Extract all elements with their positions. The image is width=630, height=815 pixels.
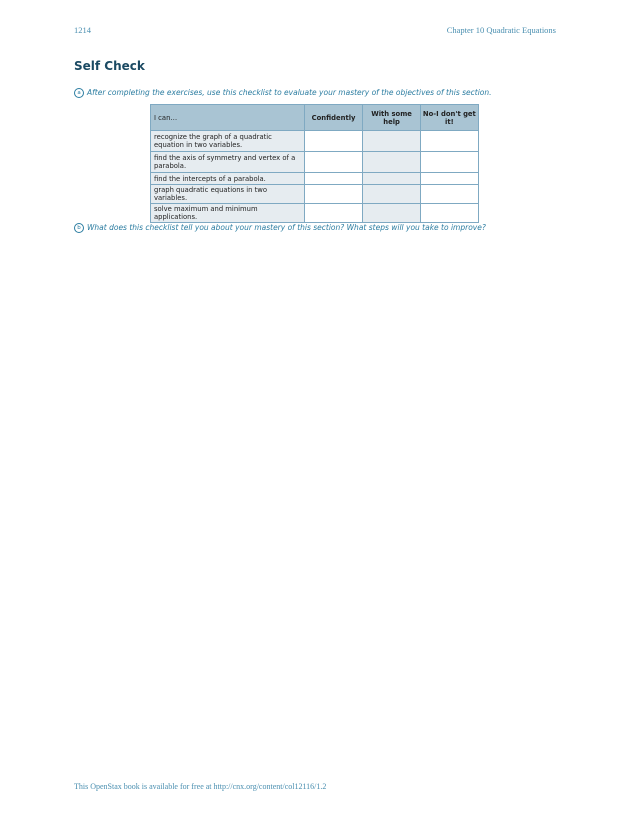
exercise-b-text: What does this checklist tell you about your mastery of this section? What steps will you take to improve? bbox=[87, 223, 486, 232]
header-with-some-help: With some help bbox=[363, 105, 420, 131]
with-some-help-cell[interactable] bbox=[363, 131, 420, 152]
with-some-help-cell[interactable] bbox=[363, 173, 420, 185]
table-row bbox=[151, 173, 479, 185]
table-row bbox=[151, 131, 479, 152]
page-footer: This OpenStax book is available for free at http://cnx.org/content/col12116/1.2 bbox=[74, 782, 327, 791]
with-some-help-cell[interactable] bbox=[363, 152, 420, 173]
exercise-b-number-icon: b bbox=[74, 223, 84, 233]
confidently-cell[interactable] bbox=[304, 173, 363, 185]
page-header bbox=[74, 25, 556, 37]
skill-cell: find the axis of symmetry and vertex of a parabola. bbox=[151, 152, 305, 173]
table-row bbox=[151, 152, 479, 173]
exercise-a-number-icon: a bbox=[74, 88, 84, 98]
confidently-cell[interactable] bbox=[304, 204, 363, 223]
header-no-i-dont-get-it: No-I don't get it! bbox=[420, 105, 478, 131]
table-row bbox=[151, 185, 479, 204]
self-check-table bbox=[150, 104, 479, 223]
exercise-a bbox=[74, 88, 492, 98]
section-title: Self Check bbox=[74, 59, 145, 73]
no-i-dont-get-it-cell[interactable] bbox=[420, 152, 478, 173]
skill-cell: graph quadratic equations in two variables. bbox=[151, 185, 305, 204]
confidently-cell[interactable] bbox=[304, 131, 363, 152]
header-confidently: Confidently bbox=[304, 105, 363, 131]
exercise-a-text: After completing the exercises, use this checklist to evaluate your mastery of the objectives of this section. bbox=[87, 88, 492, 97]
table-row bbox=[151, 204, 479, 223]
exercise-b bbox=[74, 223, 486, 233]
confidently-cell[interactable] bbox=[304, 185, 363, 204]
page-number: 1214 bbox=[74, 25, 91, 35]
skill-cell: recognize the graph of a quadratic equation in two variables. bbox=[151, 131, 305, 152]
skill-cell: solve maximum and minimum applications. bbox=[151, 204, 305, 223]
no-i-dont-get-it-cell[interactable] bbox=[420, 204, 478, 223]
with-some-help-cell[interactable] bbox=[363, 204, 420, 223]
confidently-cell[interactable] bbox=[304, 152, 363, 173]
header-i-can: I can… bbox=[151, 105, 305, 131]
skill-cell: find the intercepts of a parabola. bbox=[151, 173, 305, 185]
no-i-dont-get-it-cell[interactable] bbox=[420, 131, 478, 152]
table-header-row bbox=[151, 105, 479, 131]
chapter-title: Chapter 10 Quadratic Equations bbox=[446, 25, 556, 35]
with-some-help-cell[interactable] bbox=[363, 185, 420, 204]
no-i-dont-get-it-cell[interactable] bbox=[420, 185, 478, 204]
no-i-dont-get-it-cell[interactable] bbox=[420, 173, 478, 185]
